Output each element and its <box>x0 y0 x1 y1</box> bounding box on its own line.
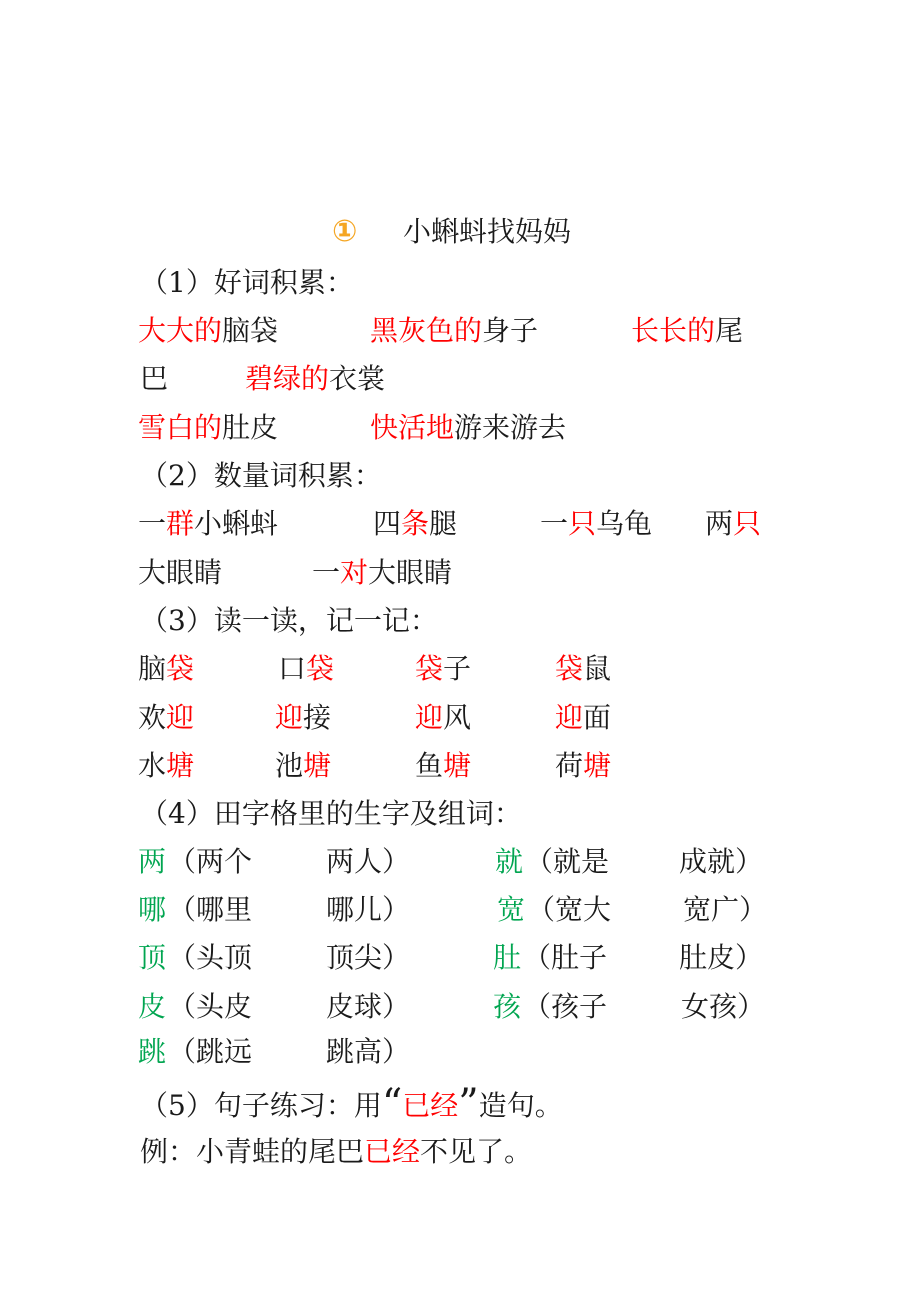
word-1: （肚子 <box>523 941 608 974</box>
new-char: 孩 <box>493 990 522 1023</box>
measure-phrase-tail: 大眼睛 <box>138 556 223 589</box>
phrase: 快活地游来游去 <box>370 411 567 444</box>
measure-phrase: 四条腿 <box>373 507 458 540</box>
word: 迎面 <box>555 701 612 734</box>
word: 脑袋 <box>138 652 195 685</box>
heading-text: （2）数量词积累： <box>140 459 382 492</box>
word-2: 跳高） <box>326 1035 411 1068</box>
word-2: 女孩） <box>681 990 766 1023</box>
word-2: 哪儿） <box>326 893 411 926</box>
word-2: 顶尖） <box>326 941 411 974</box>
word-1: （头皮 <box>168 990 253 1023</box>
word: 池塘 <box>275 749 332 782</box>
word: 迎风 <box>415 701 472 734</box>
phrase: 黑灰色的身子 <box>370 314 539 347</box>
word-2: 两人） <box>326 845 411 878</box>
word-2: 皮球） <box>326 990 411 1023</box>
word: 迎接 <box>275 701 332 734</box>
word-1: （哪里 <box>168 893 253 926</box>
new-char: 跳 <box>138 1035 167 1068</box>
word-1: （两个 <box>168 845 253 878</box>
measure-phrase: 一只乌龟 <box>540 507 653 540</box>
word: 口袋 <box>278 652 335 685</box>
measure-phrase: 一对大眼睛 <box>312 556 453 589</box>
word-1: （宽大 <box>527 893 612 926</box>
measure-phrase: 一群小蝌蚪 <box>138 507 279 540</box>
word: 水塘 <box>138 749 195 782</box>
word-2: 肚皮） <box>679 941 764 974</box>
word-2: 成就） <box>679 845 764 878</box>
measure-phrase: 两只 <box>705 507 762 540</box>
new-char: 顶 <box>138 941 167 974</box>
phrase: 碧绿的衣裳 <box>245 362 386 395</box>
word-1: （孩子 <box>523 990 608 1023</box>
word-1: （跳远 <box>168 1035 253 1068</box>
word: 欢迎 <box>138 701 195 734</box>
word: 袋子 <box>415 652 472 685</box>
word-1: （头顶 <box>168 941 253 974</box>
heading-text: （3）读一读，记一记： <box>140 604 438 637</box>
word-2: 宽广） <box>683 893 768 926</box>
phrase-tail: 巴 <box>140 362 169 395</box>
new-char: 皮 <box>138 990 167 1023</box>
word: 荷塘 <box>555 749 612 782</box>
phrase: 雪白的肚皮 <box>138 411 279 444</box>
phrase: 长长的尾 <box>631 314 744 347</box>
new-char: 宽 <box>497 893 526 926</box>
new-char: 就 <box>495 845 524 878</box>
heading-text: （5）句子练习：用“已经”造句。 <box>140 1081 563 1127</box>
new-char: 肚 <box>493 941 522 974</box>
title-number: ① <box>332 214 358 249</box>
new-char: 两 <box>138 845 167 878</box>
heading-text: （4）田字格里的生字及组词： <box>140 797 522 830</box>
word: 鱼塘 <box>415 749 472 782</box>
phrase: 大大的脑袋 <box>138 314 279 347</box>
heading-text: （1）好词积累： <box>140 266 354 299</box>
word: 袋鼠 <box>555 652 612 685</box>
new-char: 哪 <box>138 893 167 926</box>
word-1: （就是 <box>525 845 610 878</box>
example-sentence: 例：小青蛙的尾巴已经不见了。 <box>140 1135 533 1168</box>
page-title: 小蝌蚪找妈妈 <box>403 215 572 248</box>
